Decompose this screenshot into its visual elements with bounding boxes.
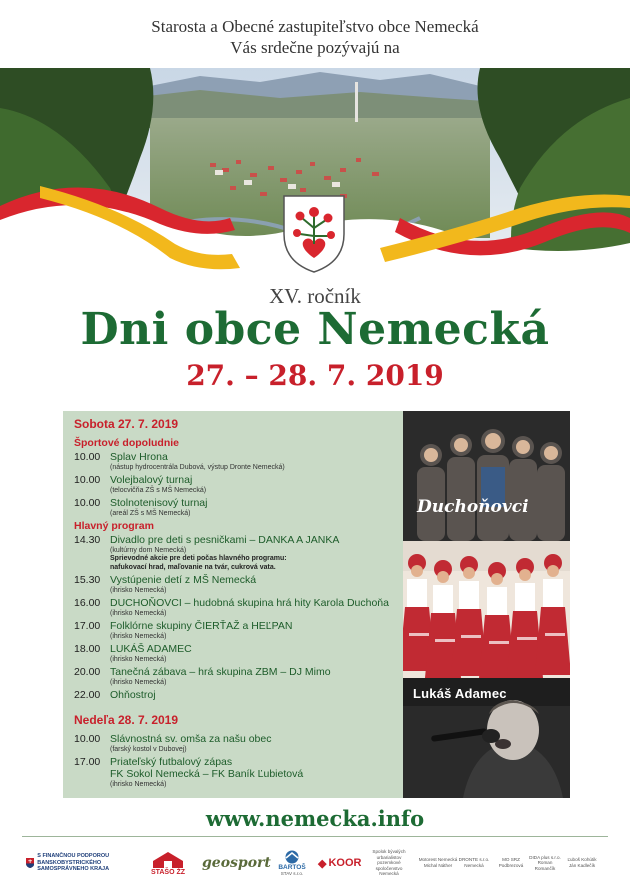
event-time: 20.00 — [74, 666, 101, 678]
event-dates: 27. – 28. 7. 2019 — [186, 359, 444, 392]
singer-photo — [403, 678, 570, 798]
sponsor-mo-srz: MO SRZ Podbrezová — [498, 857, 524, 868]
event-name: Priateľský futbalový zápas — [110, 756, 233, 768]
event-time: 17.00 — [74, 756, 101, 768]
event-name: Divadlo pre deti s pesničkami – DANKA A JANKA — [110, 534, 340, 546]
event-place: (farský kostol v Dubovej) — [110, 746, 187, 753]
main-section-label: Hlavný program — [74, 520, 154, 532]
program-item — [74, 666, 403, 687]
event-time: 10.00 — [74, 733, 101, 745]
bartos-logo-icon — [282, 850, 302, 864]
sponsor-bartos-label: BARTOŠ — [278, 863, 306, 871]
event-name-line2: FK Sokol Nemecká – FK Baník Ľubietová — [110, 768, 304, 780]
singer-label: Lukáš Adamec — [413, 686, 507, 701]
event-time: 15.30 — [74, 574, 101, 586]
program-item — [74, 574, 403, 595]
event-time: 10.00 — [74, 497, 101, 509]
footer-divider — [22, 836, 608, 837]
header-line-2: Vás srdečne pozývajú na — [230, 38, 400, 57]
event-place: (ihrisko Nemecká) — [110, 679, 167, 686]
event-name: Vystúpenie detí z MŠ Nemecká — [110, 574, 257, 586]
morning-section-label: Športové dopoludnie — [74, 437, 179, 449]
event-place: (ihrisko Nemecká) — [110, 610, 167, 617]
region-shield-icon — [26, 852, 34, 874]
event-extra: nafukovací hrad, maľovanie na tvár, cukrová vata. — [110, 563, 276, 571]
header-line-1: Starosta a Obecné zastupiteľstvo obce Nemecká — [151, 17, 479, 36]
program-panel — [63, 411, 403, 798]
day2-label: Nedeľa 28. 7. 2019 — [74, 713, 179, 727]
event-place: (nástup hydrocentrála Dubová, výstup Dronte Nemecká) — [110, 464, 285, 471]
sponsor-vuc — [26, 840, 134, 886]
folklore-dancers — [403, 541, 570, 678]
event-time: 16.00 — [74, 597, 101, 609]
sponsor-koor-label: KOOR — [328, 857, 362, 869]
event-place: (areál ZŠ s MŠ Nemecká) — [110, 510, 191, 517]
event-name: Tanečná zábava – hrá skupina ZBM – DJ Mimo — [110, 666, 331, 678]
sponsor-stavo-label: STAŠO ŽZ — [150, 868, 186, 876]
invitation-header — [0, 16, 630, 58]
event-name: Ohňostroj — [110, 689, 156, 701]
sponsor-bartos-sub: STAV s.r.o. — [280, 870, 304, 876]
edition-label: XV. ročník — [269, 284, 361, 308]
landscape-banner — [0, 68, 630, 273]
program-item — [74, 733, 403, 754]
event-time: 22.00 — [74, 689, 101, 701]
event-name: Folklórne skupiny ČIERŤAŽ a HEĽPAN — [110, 620, 293, 632]
koor-mark-icon: ◆ — [318, 857, 327, 870]
sponsor-bartos — [272, 840, 312, 886]
event-time: 18.00 — [74, 643, 101, 655]
event-title: Dni obce Nemecká — [80, 304, 550, 355]
program-item — [74, 451, 403, 472]
sponsor-motorest: Motorest Nemecká Michal Náther — [418, 857, 458, 868]
program-item — [74, 756, 403, 789]
event-name: Slávnostná sv. omša za našu obec — [110, 733, 272, 745]
band-label: Duchoňovci — [417, 497, 529, 517]
sponsor-koor — [318, 840, 362, 886]
event-place: (ihrisko Nemecká) — [110, 587, 167, 594]
sponsor-geosport: geosport — [202, 855, 271, 871]
performer-photos — [403, 411, 570, 798]
event-extra: Sprievodné akcie pre deti počas hlavného programu: — [110, 555, 287, 562]
sponsor-private: Ľuboš Kohútik Ján Kadlečík — [567, 857, 597, 868]
event-name: Stolnotenisový turnaj — [110, 497, 208, 509]
sponsor-urbar: Spolok bývalých urbarialistov pozemkové spoločenstvo Nemecká — [372, 849, 406, 877]
sponsor-stavo — [142, 840, 194, 886]
sponsor-dronte: DRONTE s.r.o. Nemecká — [458, 857, 490, 868]
program-item — [74, 689, 403, 701]
band-silhouettes — [403, 411, 570, 541]
house-icon — [151, 851, 185, 869]
event-place: (ihrisko Nemecká) — [110, 656, 167, 663]
event-place: (telocvičňa ZŠ s MŠ Nemecká) — [110, 487, 207, 494]
event-name: Splav Hrona — [110, 451, 168, 463]
event-place: (ihrisko Nemecká) — [110, 781, 167, 788]
band-photo — [403, 411, 570, 541]
folklore-photo — [403, 541, 570, 678]
sponsor-vuc-text: S FINANČNOU PODPOROU BANSKOBYSTRICKÉHO SAMOSPRÁVNEHO KRAJA — [37, 853, 110, 873]
program-item — [74, 643, 403, 664]
program-item — [74, 534, 403, 572]
valley-landscape-illustration — [0, 68, 630, 273]
event-place: (ihrisko Nemecká) — [110, 633, 167, 640]
program-item — [74, 597, 403, 618]
event-time: 17.00 — [74, 620, 101, 632]
event-place: (kultúrny dom Nemecká) — [110, 547, 187, 554]
day1-label: Sobota 27. 7. 2019 — [74, 417, 179, 431]
event-name: LUKÁŠ ADAMEC — [110, 643, 192, 655]
event-name: DUCHOŇOVCI – hudobná skupina hrá hity Karola Duchoňa — [110, 597, 389, 609]
sponsors-row — [26, 840, 606, 886]
program-item — [74, 497, 403, 518]
event-time: 10.00 — [74, 474, 101, 486]
event-name: Volejbalový turnaj — [110, 474, 193, 486]
program-item — [74, 620, 403, 641]
event-time: 14.30 — [74, 534, 101, 546]
sponsor-dida: DIDA plus s.r.o. Roman Romančík — [529, 854, 561, 871]
program-item — [74, 474, 403, 495]
event-time: 10.00 — [74, 451, 101, 463]
website-link[interactable]: www.nemecka.info — [205, 806, 425, 831]
